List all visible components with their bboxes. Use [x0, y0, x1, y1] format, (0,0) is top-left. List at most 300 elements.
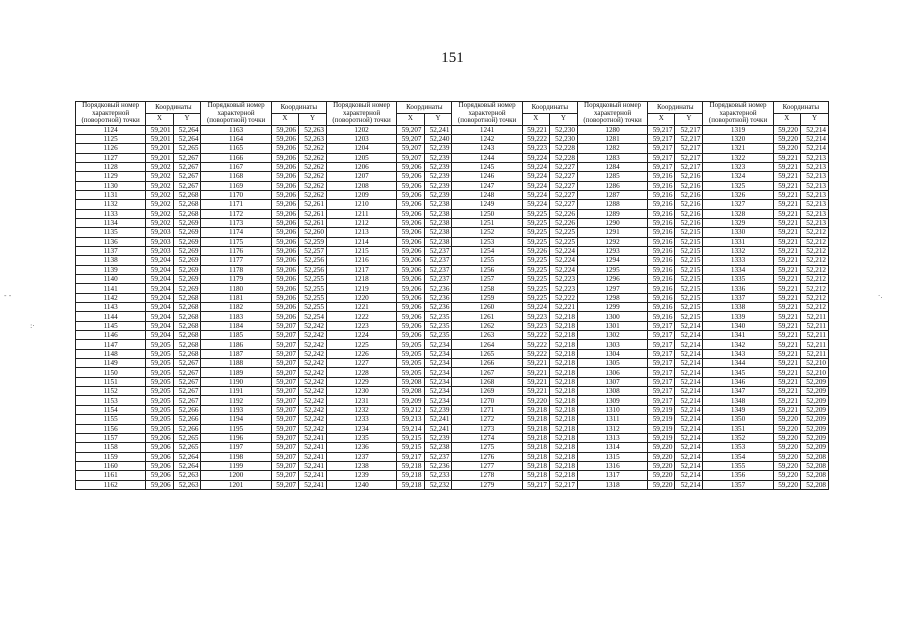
coord-y: 52,215 [675, 256, 703, 265]
coord-x: 59,224 [522, 153, 549, 162]
point-number: 1187 [201, 349, 271, 358]
coord-y: 52,218 [549, 387, 577, 396]
point-number: 1248 [452, 190, 522, 199]
coord-y: 52,222 [549, 293, 577, 302]
table-row [76, 265, 829, 274]
header-coordinates: Координаты [522, 102, 577, 114]
coord-y: 52,241 [299, 433, 327, 442]
coord-y: 52,235 [424, 321, 452, 330]
point-number: 1264 [452, 340, 522, 349]
point-number: 1201 [201, 480, 271, 489]
table-row [76, 237, 829, 246]
table-row [76, 181, 829, 190]
coord-x: 59,221 [773, 153, 800, 162]
point-number: 1287 [577, 190, 647, 199]
coord-y: 52,226 [549, 209, 577, 218]
coord-y: 52,238 [424, 237, 452, 246]
point-number: 1294 [577, 256, 647, 265]
coord-x: 59,218 [522, 452, 549, 461]
coord-x: 59,217 [648, 331, 675, 340]
point-number: 1288 [577, 200, 647, 209]
point-number: 1348 [703, 396, 773, 405]
coord-y: 52,239 [424, 405, 452, 414]
coord-x: 59,221 [522, 377, 549, 386]
coord-y: 52,269 [173, 246, 201, 255]
coord-x: 59,221 [773, 387, 800, 396]
point-number: 1191 [201, 387, 271, 396]
coord-x: 59,221 [773, 218, 800, 227]
point-number: 1155 [76, 415, 146, 424]
coord-y: 52,233 [424, 471, 452, 480]
point-number: 1303 [577, 340, 647, 349]
coord-y: 52,213 [800, 181, 828, 190]
coord-y: 52,268 [173, 331, 201, 340]
point-number: 1156 [76, 424, 146, 433]
coord-y: 52,269 [173, 218, 201, 227]
coord-x: 59,216 [648, 293, 675, 302]
point-number: 1324 [703, 172, 773, 181]
point-number: 1133 [76, 209, 146, 218]
table-row [76, 284, 829, 293]
point-number: 1211 [326, 209, 396, 218]
coord-y: 52,218 [549, 461, 577, 470]
coord-y: 52,264 [173, 134, 201, 143]
coord-y: 52,242 [299, 321, 327, 330]
coord-x: 59,225 [522, 275, 549, 284]
point-number: 1225 [326, 340, 396, 349]
table-row [76, 461, 829, 470]
coord-y: 52,215 [675, 237, 703, 246]
coord-y: 52,230 [549, 134, 577, 143]
coord-y: 52,216 [675, 190, 703, 199]
point-number: 1152 [76, 387, 146, 396]
point-number: 1357 [703, 480, 773, 489]
coord-y: 52,256 [299, 265, 327, 274]
coord-x: 59,202 [146, 218, 173, 227]
point-number: 1212 [326, 218, 396, 227]
table-row [76, 396, 829, 405]
coord-y: 52,242 [299, 359, 327, 368]
point-number: 1302 [577, 331, 647, 340]
coord-y: 52,255 [299, 303, 327, 312]
coord-x: 59,218 [397, 471, 424, 480]
coord-x: 59,225 [522, 228, 549, 237]
coord-x: 59,220 [648, 443, 675, 452]
coord-y: 52,215 [675, 246, 703, 255]
point-number: 1174 [201, 228, 271, 237]
coord-x: 59,216 [648, 172, 675, 181]
coord-x: 59,206 [271, 237, 298, 246]
point-number: 1186 [201, 340, 271, 349]
table-row [76, 321, 829, 330]
table-row [76, 172, 829, 181]
point-number: 1149 [76, 359, 146, 368]
header-x: X [397, 113, 424, 125]
scan-speck: :· [30, 322, 35, 330]
coord-y: 52,262 [299, 172, 327, 181]
scan-speck: ·. [878, 292, 883, 300]
coord-y: 52,223 [549, 284, 577, 293]
coord-x: 59,220 [648, 471, 675, 480]
coord-y: 52,209 [800, 415, 828, 424]
coord-x: 59,218 [522, 461, 549, 470]
coord-x: 59,206 [271, 209, 298, 218]
coord-x: 59,206 [397, 181, 424, 190]
coord-x: 59,206 [397, 284, 424, 293]
point-number: 1330 [703, 228, 773, 237]
coord-y: 52,242 [299, 377, 327, 386]
coord-x: 59,206 [271, 134, 298, 143]
coord-x: 59,221 [773, 181, 800, 190]
coord-x: 59,204 [146, 256, 173, 265]
coord-y: 52,208 [800, 480, 828, 489]
table-row [76, 218, 829, 227]
coord-y: 52,239 [424, 190, 452, 199]
table-row [76, 293, 829, 302]
coord-y: 52,237 [424, 265, 452, 274]
coord-y: 52,256 [299, 256, 327, 265]
coord-x: 59,221 [773, 256, 800, 265]
point-number: 1158 [76, 443, 146, 452]
point-number: 1315 [577, 452, 647, 461]
point-number: 1243 [452, 144, 522, 153]
point-number: 1209 [326, 190, 396, 199]
point-number: 1337 [703, 293, 773, 302]
coord-x: 59,207 [271, 368, 298, 377]
coord-x: 59,222 [522, 349, 549, 358]
coord-x: 59,206 [271, 181, 298, 190]
coord-x: 59,208 [397, 387, 424, 396]
header-y: Y [549, 113, 577, 125]
coord-x: 59,220 [648, 480, 675, 489]
coord-y: 52,212 [800, 293, 828, 302]
coord-y: 52,218 [549, 396, 577, 405]
coord-y: 52,241 [299, 452, 327, 461]
coord-x: 59,206 [146, 480, 173, 489]
coord-y: 52,223 [549, 275, 577, 284]
coord-x: 59,219 [648, 415, 675, 424]
point-number: 1239 [326, 471, 396, 480]
coord-x: 59,206 [397, 209, 424, 218]
coord-x: 59,222 [522, 340, 549, 349]
table-row [76, 162, 829, 171]
point-number: 1254 [452, 246, 522, 255]
coord-y: 52,268 [173, 209, 201, 218]
point-number: 1216 [326, 256, 396, 265]
coord-x: 59,217 [648, 162, 675, 171]
coord-y: 52,215 [675, 303, 703, 312]
coord-x: 59,220 [773, 125, 800, 134]
point-number: 1210 [326, 200, 396, 209]
coord-y: 52,214 [675, 471, 703, 480]
point-number: 1135 [76, 228, 146, 237]
coord-y: 52,214 [675, 321, 703, 330]
coord-y: 52,214 [675, 415, 703, 424]
coord-y: 52,212 [800, 228, 828, 237]
coord-y: 52,216 [675, 209, 703, 218]
point-number: 1175 [201, 237, 271, 246]
coord-y: 52,239 [424, 153, 452, 162]
coord-x: 59,201 [146, 125, 173, 134]
coord-x: 59,221 [773, 377, 800, 386]
coord-y: 52,212 [800, 246, 828, 255]
coord-x: 59,220 [773, 480, 800, 489]
coord-y: 52,238 [424, 443, 452, 452]
coord-x: 59,207 [397, 125, 424, 134]
point-number: 1260 [452, 303, 522, 312]
coord-x: 59,220 [648, 452, 675, 461]
coord-y: 52,242 [299, 405, 327, 414]
coord-y: 52,210 [800, 359, 828, 368]
table-row [76, 331, 829, 340]
point-number: 1178 [201, 265, 271, 274]
coord-x: 59,220 [773, 452, 800, 461]
point-number: 1245 [452, 162, 522, 171]
coord-y: 52,262 [299, 181, 327, 190]
coord-x: 59,206 [271, 125, 298, 134]
coord-x: 59,204 [146, 312, 173, 321]
coord-y: 52,218 [549, 368, 577, 377]
point-number: 1265 [452, 349, 522, 358]
point-number: 1231 [326, 396, 396, 405]
coord-y: 52,242 [299, 349, 327, 358]
coord-x: 59,206 [397, 172, 424, 181]
point-number: 1345 [703, 368, 773, 377]
coord-y: 52,267 [173, 153, 201, 162]
header-y: Y [424, 113, 452, 125]
coord-y: 52,262 [299, 144, 327, 153]
coord-x: 59,206 [397, 312, 424, 321]
coord-x: 59,207 [271, 321, 298, 330]
point-number: 1180 [201, 284, 271, 293]
point-number: 1242 [452, 134, 522, 143]
point-number: 1164 [201, 134, 271, 143]
coord-y: 52,237 [424, 256, 452, 265]
coord-x: 59,206 [271, 275, 298, 284]
coord-y: 52,218 [549, 331, 577, 340]
coord-x: 59,219 [648, 433, 675, 442]
coord-x: 59,221 [773, 359, 800, 368]
coord-x: 59,206 [271, 218, 298, 227]
point-number: 1301 [577, 321, 647, 330]
point-number: 1340 [703, 321, 773, 330]
coord-y: 52,260 [299, 228, 327, 237]
coord-y: 52,228 [549, 153, 577, 162]
point-number: 1153 [76, 396, 146, 405]
coord-x: 59,217 [648, 134, 675, 143]
coord-x: 59,225 [522, 256, 549, 265]
coord-x: 59,202 [146, 162, 173, 171]
coord-y: 52,236 [424, 293, 452, 302]
coord-x: 59,220 [773, 144, 800, 153]
header-coordinates: Координаты [648, 102, 703, 114]
coord-x: 59,221 [522, 359, 549, 368]
point-number: 1181 [201, 293, 271, 302]
point-number: 1250 [452, 209, 522, 218]
point-number: 1292 [577, 237, 647, 246]
coord-x: 59,205 [146, 424, 173, 433]
coord-y: 52,226 [549, 218, 577, 227]
coord-y: 52,240 [424, 134, 452, 143]
coord-y: 52,266 [173, 424, 201, 433]
coord-y: 52,209 [800, 396, 828, 405]
point-number: 1338 [703, 303, 773, 312]
coord-y: 52,214 [675, 368, 703, 377]
coord-y: 52,241 [299, 480, 327, 489]
coord-y: 52,238 [424, 228, 452, 237]
coord-x: 59,221 [773, 190, 800, 199]
point-number: 1217 [326, 265, 396, 274]
coord-x: 59,217 [648, 349, 675, 358]
point-number: 1162 [76, 480, 146, 489]
coord-x: 59,205 [146, 387, 173, 396]
coord-y: 52,239 [424, 433, 452, 442]
coord-y: 52,242 [299, 415, 327, 424]
coord-x: 59,207 [271, 424, 298, 433]
coord-x: 59,204 [146, 321, 173, 330]
coord-y: 52,235 [424, 312, 452, 321]
coord-x: 59,219 [648, 405, 675, 414]
coord-x: 59,207 [271, 415, 298, 424]
point-number: 1259 [452, 293, 522, 302]
coord-x: 59,225 [522, 284, 549, 293]
coord-x: 59,226 [522, 246, 549, 255]
coord-y: 52,227 [549, 172, 577, 181]
coord-y: 52,265 [173, 433, 201, 442]
coord-y: 52,213 [800, 153, 828, 162]
coord-x: 59,221 [773, 331, 800, 340]
point-number: 1285 [577, 172, 647, 181]
coord-x: 59,221 [773, 349, 800, 358]
coord-y: 52,228 [549, 144, 577, 153]
coord-y: 52,217 [675, 162, 703, 171]
point-number: 1316 [577, 461, 647, 470]
coord-y: 52,211 [800, 349, 828, 358]
point-number: 1134 [76, 218, 146, 227]
coord-y: 52,208 [800, 461, 828, 470]
coord-y: 52,257 [299, 246, 327, 255]
point-number: 1256 [452, 265, 522, 274]
coord-x: 59,206 [397, 246, 424, 255]
coord-y: 52,214 [675, 349, 703, 358]
coord-x: 59,221 [773, 405, 800, 414]
coord-x: 59,201 [146, 144, 173, 153]
coord-y: 52,215 [675, 312, 703, 321]
coord-x: 59,225 [522, 209, 549, 218]
table-row [76, 246, 829, 255]
point-number: 1341 [703, 331, 773, 340]
coord-x: 59,204 [146, 303, 173, 312]
coord-x: 59,222 [522, 134, 549, 143]
point-number: 1339 [703, 312, 773, 321]
table-row [76, 443, 829, 452]
coord-x: 59,220 [773, 433, 800, 442]
coord-x: 59,218 [522, 471, 549, 480]
point-number: 1166 [201, 153, 271, 162]
coord-x: 59,221 [773, 200, 800, 209]
coord-x: 59,212 [397, 405, 424, 414]
header-x: X [271, 113, 298, 125]
point-number: 1278 [452, 471, 522, 480]
coord-x: 59,213 [397, 415, 424, 424]
coord-y: 52,211 [800, 331, 828, 340]
coord-x: 59,202 [146, 181, 173, 190]
coord-y: 52,227 [549, 181, 577, 190]
coord-y: 52,265 [173, 144, 201, 153]
point-number: 1299 [577, 303, 647, 312]
point-number: 1167 [201, 162, 271, 171]
point-number: 1257 [452, 275, 522, 284]
point-number: 1165 [201, 144, 271, 153]
point-number: 1214 [326, 237, 396, 246]
coord-y: 52,212 [800, 265, 828, 274]
point-number: 1321 [703, 144, 773, 153]
coord-x: 59,216 [648, 181, 675, 190]
coord-x: 59,216 [648, 275, 675, 284]
table-row [76, 303, 829, 312]
header-point-number: Порядковый номер характерной (поворотной) точки [76, 102, 146, 126]
coord-x: 59,207 [397, 144, 424, 153]
coord-x: 59,207 [271, 405, 298, 414]
coord-x: 59,205 [146, 396, 173, 405]
coord-y: 52,212 [800, 275, 828, 284]
coord-x: 59,207 [271, 443, 298, 452]
point-number: 1352 [703, 433, 773, 442]
point-number: 1313 [577, 433, 647, 442]
table-header [76, 102, 829, 126]
coord-x: 59,220 [773, 461, 800, 470]
coord-y: 52,217 [675, 144, 703, 153]
coord-x: 59,217 [648, 144, 675, 153]
header-point-number: Порядковый номер характерной (поворотной) точки [201, 102, 271, 126]
coord-x: 59,219 [648, 424, 675, 433]
point-number: 1279 [452, 480, 522, 489]
point-number: 1267 [452, 368, 522, 377]
coord-x: 59,217 [648, 359, 675, 368]
coord-x: 59,202 [146, 172, 173, 181]
point-number: 1157 [76, 433, 146, 442]
point-number: 1238 [326, 461, 396, 470]
coord-x: 59,217 [522, 480, 549, 489]
coord-y: 52,236 [424, 461, 452, 470]
coord-x: 59,221 [522, 125, 549, 134]
table-row [76, 377, 829, 386]
point-number: 1305 [577, 359, 647, 368]
coord-y: 52,214 [675, 387, 703, 396]
table-row [76, 144, 829, 153]
coord-x: 59,221 [773, 312, 800, 321]
coord-y: 52,242 [299, 387, 327, 396]
header-row [76, 102, 829, 114]
point-number: 1160 [76, 461, 146, 470]
coord-x: 59,217 [648, 396, 675, 405]
coord-y: 52,224 [549, 256, 577, 265]
coord-y: 52,268 [173, 303, 201, 312]
table-row [76, 228, 829, 237]
coord-y: 52,237 [424, 246, 452, 255]
coord-y: 52,266 [173, 415, 201, 424]
coord-y: 52,262 [299, 190, 327, 199]
coord-y: 52,211 [800, 312, 828, 321]
coord-x: 59,216 [648, 218, 675, 227]
coord-y: 52,241 [424, 125, 452, 134]
coord-y: 52,212 [800, 256, 828, 265]
point-number: 1249 [452, 200, 522, 209]
coord-x: 59,221 [773, 265, 800, 274]
coord-x: 59,221 [773, 246, 800, 255]
coord-y: 52,224 [549, 265, 577, 274]
coord-x: 59,205 [397, 368, 424, 377]
